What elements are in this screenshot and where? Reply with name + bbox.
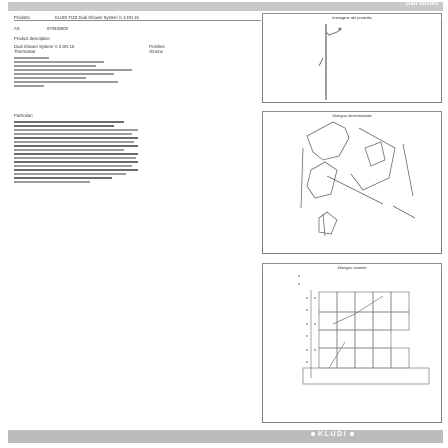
top-rule (14, 20, 261, 21)
dimension-drawing (263, 118, 441, 253)
dimension-drawing-box (262, 118, 442, 254)
product-code-label: Prodotto (14, 15, 30, 20)
ref-value: 670930500 (47, 26, 68, 31)
notes-label: Particolari (14, 113, 33, 118)
description-line-4: chrome (149, 49, 163, 54)
product-image (263, 20, 441, 102)
description-line-3: Finishes (149, 44, 165, 49)
brand-logo (308, 431, 357, 438)
description-line-2: Thermostat (14, 49, 36, 54)
header-label: Dati tecnici (405, 1, 438, 7)
description-line-1: Dual Shower System ½ 3 DN 15 (14, 44, 75, 49)
header-band (8, 2, 443, 11)
product-image-box (262, 20, 442, 103)
ref-label: Art. (14, 26, 21, 31)
brand-name: KLUDI (318, 431, 348, 438)
footer-band (8, 430, 443, 443)
product-code-value: KLUDI FIZZ Dual Shower System ½ 3 DN 15 (55, 15, 139, 20)
spare-parts-box (262, 270, 442, 423)
spare-parts-drawing (263, 270, 441, 422)
description-label: Product description (14, 36, 50, 41)
spare-parts-caption: Disegno ricambi (262, 263, 442, 272)
dimension-drawing-caption: Disegno dimensionale (262, 111, 442, 120)
product-image-caption: Immagine del prodotto (262, 13, 442, 22)
